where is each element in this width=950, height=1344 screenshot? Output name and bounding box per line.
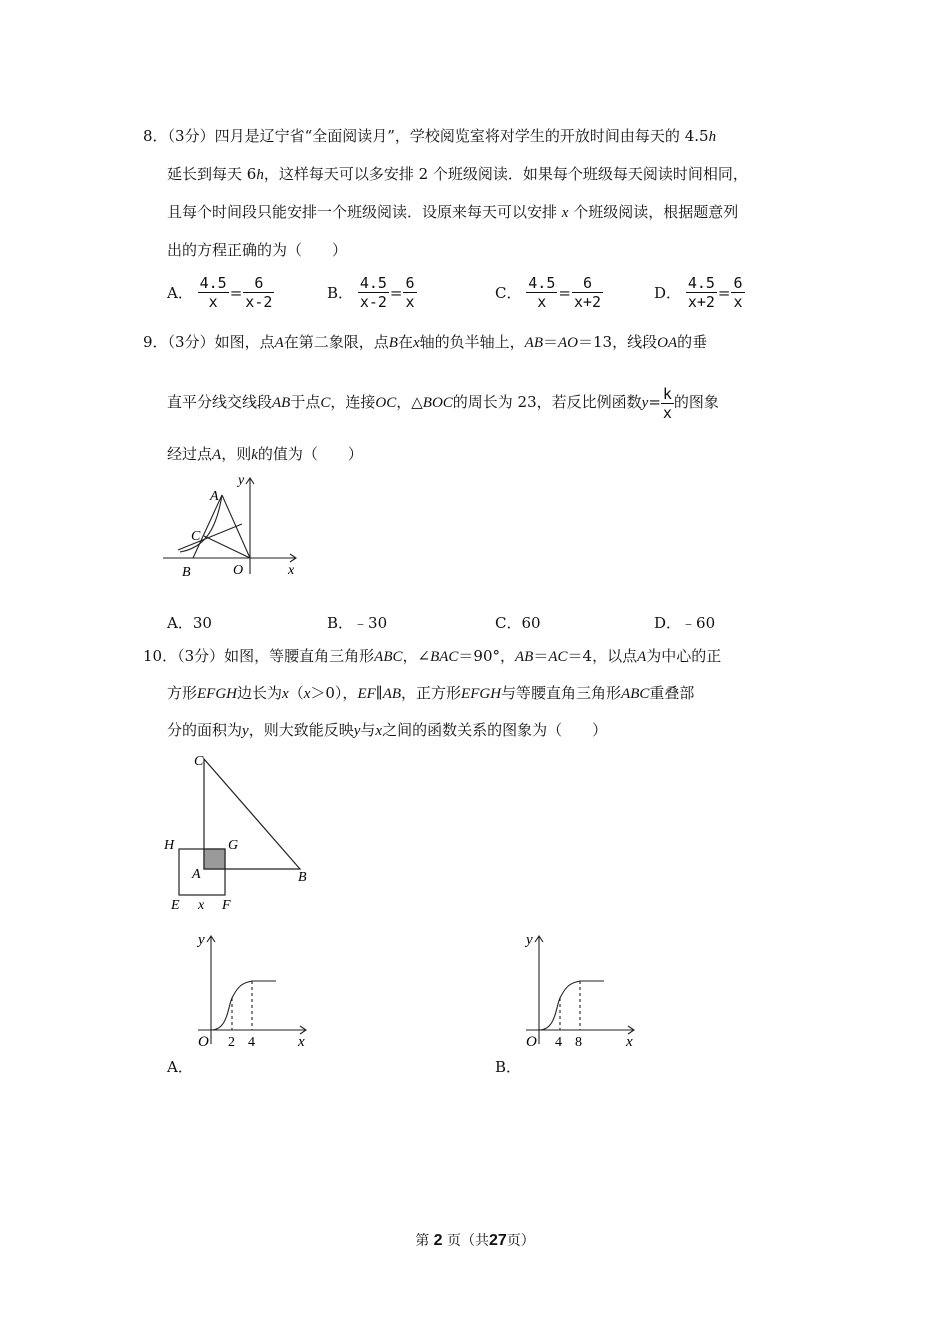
q8-score: （3分） [167, 127, 215, 145]
q10-line2: 方形EFGH边长为x（x＞0），EF∥AB，正方形EFGH与等腰直角三角形ABC重叠部 [167, 684, 695, 702]
label-E: E [171, 898, 180, 913]
perpendicular-bisector [178, 524, 242, 550]
label-G: G [228, 838, 239, 853]
q8-x: x [561, 205, 569, 221]
svg-text:O: O [198, 1034, 209, 1050]
q8-h-1: h [708, 129, 717, 145]
q9-number: 9． [143, 333, 168, 351]
q8-text-4: 且每个时间段只能安排一个班级阅读．设原来每天可以安排 [167, 203, 558, 221]
svg-text:4: 4 [248, 1035, 255, 1050]
q8-text-6: 出的方程正确的为（ ） [167, 241, 348, 259]
curve [539, 981, 604, 1030]
label-y: y [238, 473, 245, 488]
label-A: A [192, 867, 201, 882]
q9-k-over-x-fraction: $\frac{k}{x}$ [662, 384, 672, 422]
label-C: C [194, 754, 204, 769]
q8-h-2: h [256, 167, 264, 183]
svg-text:y: y [198, 932, 205, 948]
q8-option-b-right-fraction: $\frac{6}{x}$ [405, 274, 415, 311]
page-footer: 第 2 页（共27页） [415, 1232, 535, 1249]
q8-option-b-label: B． [327, 284, 354, 302]
q8-line3 [167, 202, 738, 223]
q8-option-c[interactable] [495, 274, 603, 311]
svg-text:4: 4 [555, 1035, 562, 1050]
svg-text:2: 2 [228, 1035, 235, 1050]
q8-option-d-left-fraction: $\frac{4.5}{x+2}$ [687, 274, 715, 311]
q8-text-3: ，这样每天可以多安排 2 个班级阅读．如果每个班级每天阅读时间相同， [263, 165, 748, 183]
q8-option-c-left-fraction: $\frac{4.5}{x}$ [528, 274, 556, 311]
q9-figure [158, 470, 308, 582]
q9-option-b[interactable]: B．﹣30 [327, 614, 388, 632]
q10-graph-b-label[interactable]: B． [495, 1058, 522, 1076]
q8-option-d-right-fraction: $\frac{6}{x}$ [733, 274, 743, 311]
q8-line1 [143, 126, 716, 147]
q10-figure [160, 745, 330, 915]
q9-line2: 直平分线交线段AB于点C，连接OC，△BOC的周长为 23，若反比例函数y= $\frac{k}{x}$ 的图象 [167, 384, 719, 422]
label-C: C [191, 529, 201, 544]
curve [211, 981, 276, 1030]
q10-graph-b[interactable] [518, 928, 643, 1053]
total-pages: 27 [489, 1232, 507, 1249]
q9-line3: 经过点A，则k的值为（ ） [167, 445, 363, 463]
q9-option-d[interactable]: D．﹣60 [654, 614, 716, 632]
q8-option-a-label: A． [167, 284, 193, 302]
label-B: B [182, 565, 191, 580]
svg-text:x: x [298, 1034, 305, 1050]
label-O: O [233, 563, 244, 578]
svg-text:x: x [626, 1034, 633, 1050]
equals-sign: = [717, 283, 731, 302]
label-F: F [222, 898, 231, 913]
q10-graph-a[interactable] [190, 928, 315, 1053]
q8-option-c-label: C． [495, 284, 522, 302]
q8-text-1: 四月是辽宁省“全面阅读月”，学校阅览室将对学生的开放时间由每天的 4.5 [214, 127, 709, 145]
q9-option-a[interactable]: A．30 [167, 614, 212, 632]
overlap-region [204, 849, 225, 869]
q8-number: 8． [143, 127, 168, 145]
current-page: 2 [433, 1232, 443, 1249]
label-B: B [298, 870, 307, 885]
label-H: H [164, 838, 175, 853]
equals-sign: = [558, 283, 571, 302]
q8-line4 [167, 240, 347, 260]
q8-option-b[interactable] [327, 274, 417, 311]
q10-score: （3分） [177, 647, 225, 665]
q8-option-b-left-fraction: $\frac{4.5}{x-2}$ [359, 274, 387, 311]
q9-line1: 9．（3分）如图，点A在第二象限，点B在x轴的负半轴上，AB＝AO＝13，线段OA的垂 [143, 333, 708, 351]
q8-text-2: 延长到每天 6 [167, 165, 257, 183]
segment-BA [193, 495, 222, 558]
q10-line1: 10．（3分）如图，等腰直角三角形ABC，∠BAC＝90°，AB＝AC＝4，以点A为中心的正 [143, 647, 722, 665]
q8-option-d-label: D． [654, 284, 682, 302]
q8-option-a-left-fraction: $\frac{4.5}{x}$ [199, 274, 227, 311]
q10-number: 10． [143, 647, 178, 665]
equals-sign: = [389, 283, 403, 302]
q8-option-a-right-fraction: $\frac{6}{x-2}$ [245, 274, 273, 311]
equals-sign: = [229, 283, 243, 302]
svg-text:8: 8 [575, 1035, 582, 1050]
svg-text:O: O [526, 1034, 537, 1050]
label-x: x [288, 563, 295, 578]
label-A: A [210, 489, 219, 504]
label-x: x [198, 898, 205, 913]
segment-OC [204, 536, 250, 558]
q8-line2 [167, 164, 748, 185]
q8-text-5: 个班级阅读，根据题意列 [573, 203, 739, 221]
q8-option-d[interactable] [654, 274, 745, 311]
q8-option-c-right-fraction: $\frac{6}{x+2}$ [573, 274, 602, 311]
q9-score: （3分） [167, 333, 215, 351]
q10-graph-a-label[interactable]: A． [167, 1058, 193, 1076]
q10-line3: 分的面积为y，则大致能反映y与x之间的函数关系的图象为（ ） [167, 721, 608, 739]
q9-option-c[interactable]: C．60 [495, 614, 541, 632]
svg-text:y: y [526, 932, 533, 948]
q8-option-a[interactable] [167, 274, 274, 311]
